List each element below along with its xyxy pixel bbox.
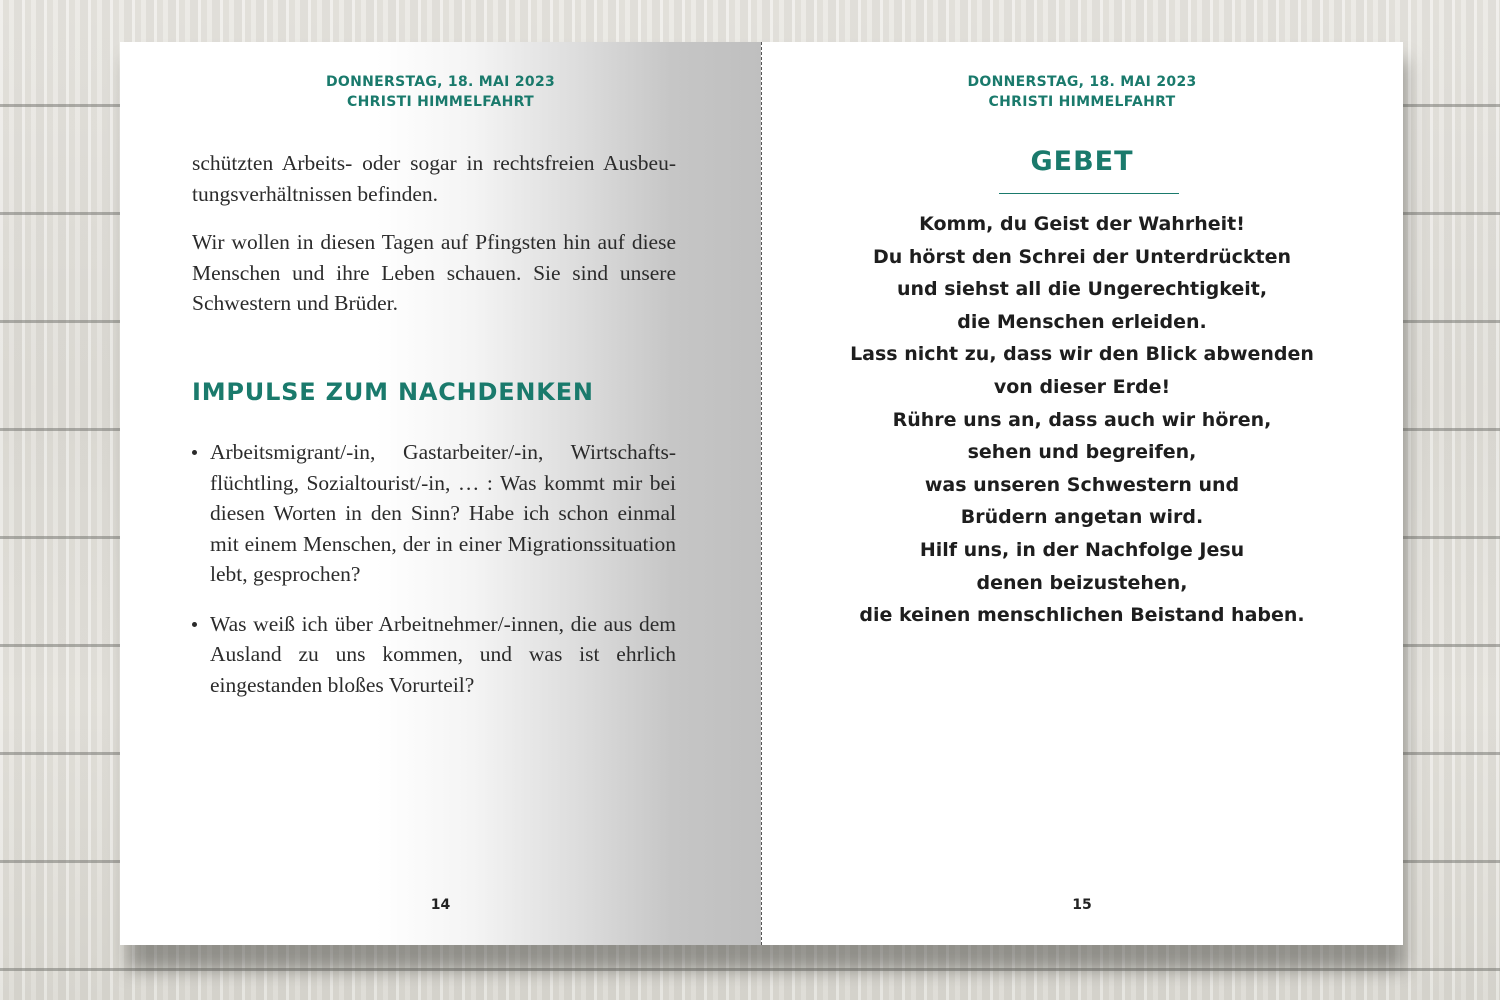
prayer-line: von dieser Erde! bbox=[993, 375, 1171, 398]
prayer-line: Du hörst den Schrei der Unterdrückten bbox=[872, 245, 1291, 268]
prayer-title: GEBET bbox=[1030, 146, 1134, 177]
impulse-item-text: Arbeitsmigrant/-in, Gastarbeiter/-in, Wirtschaftsflüchtling, Sozialtourist/-in, … : Was kommt mir bei diesen Worten in den Sinn? Habe ich schon einmal mit einem Menschen, der in einer Migrationssituation lebt, gesprochen? bbox=[210, 440, 676, 586]
prayer-text bbox=[761, 208, 1403, 632]
prayer-line: denen beizustehen, bbox=[976, 571, 1188, 594]
section-title-impulse: IMPULSE ZUM NACHDENKEN bbox=[192, 378, 594, 406]
prayer-line: die Menschen erleiden. bbox=[957, 310, 1207, 333]
prayer-line: Hilf uns, in der Nachfolge Jesu bbox=[919, 538, 1245, 561]
bullet-dot-icon bbox=[192, 622, 197, 627]
left-paragraph-1: schützten Arbeits- oder sogar in rechtsfreien Ausbeutungsverhältnissen befinden. bbox=[192, 151, 676, 206]
impulse-item bbox=[192, 437, 676, 590]
left-paragraph-2: Wir wollen in diesen Tagen auf Pfingsten hin auf diese Menschen und ihre Leben schauen. Sie sind unsere Schwestern und Brüder. bbox=[192, 230, 676, 315]
impulse-list bbox=[192, 437, 676, 719]
right-header-feast: CHRISTI HIMMELFAHRT bbox=[988, 94, 1176, 110]
right-page bbox=[761, 42, 1403, 945]
book-gutter bbox=[761, 42, 762, 945]
prayer-line: und siehst all die Ungerechtigkeit, bbox=[896, 278, 1268, 301]
impulse-item bbox=[192, 609, 676, 701]
right-header-date: DONNERSTAG, 18. MAI 2023 bbox=[967, 74, 1197, 90]
impulse-item-text: Was weiß ich über Arbeitnehmer/-innen, die aus dem Ausland zu uns kommen, und was ist ehrlich eingestanden bloßes Vorurteil? bbox=[210, 611, 676, 697]
prayer-line: Brüdern angetan wird. bbox=[960, 506, 1204, 529]
bullet-dot-icon bbox=[192, 450, 197, 455]
prayer-line: was unseren Schwestern und bbox=[924, 473, 1240, 496]
right-page-number: 15 bbox=[1072, 897, 1092, 913]
prayer-line: die keinen menschlichen Beistand haben. bbox=[859, 604, 1305, 627]
prayer-line: Komm, du Geist der Wahrheit! bbox=[919, 213, 1245, 235]
left-page bbox=[120, 42, 761, 945]
left-header-date: DONNERSTAG, 18. MAI 2023 bbox=[325, 74, 556, 90]
left-page-header bbox=[120, 72, 761, 112]
left-header-feast: CHRISTI HIMMELFAHRT bbox=[347, 94, 534, 110]
title-underline bbox=[999, 193, 1179, 194]
prayer-line: Lass nicht zu, dass wir den Blick abwenden bbox=[850, 343, 1314, 366]
prayer-line: sehen und begreifen, bbox=[967, 441, 1197, 464]
prayer-line: Rühre uns an, dass auch wir hören, bbox=[892, 408, 1272, 431]
right-page-header bbox=[761, 72, 1403, 112]
left-page-number: 14 bbox=[430, 897, 451, 913]
